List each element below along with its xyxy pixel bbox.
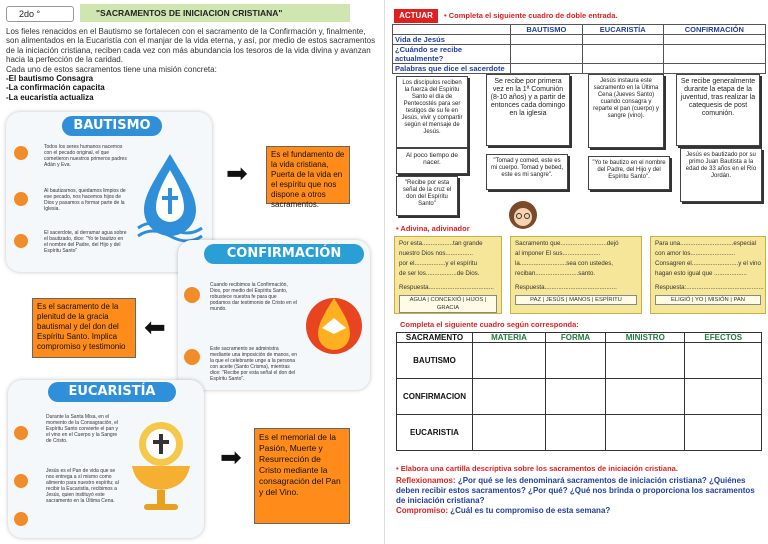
arrow-right-icon: ➡ bbox=[220, 442, 242, 472]
answer-card[interactable]: Se recibe generalmente durante la etapa de la juventud, tras realizar la catequesis de post comunión. bbox=[676, 74, 760, 146]
intro-paragraph: Los fieles renacidos en el Bautismo se fortalecen con el sacramento de la Confirmación y, finalmente, son alimentados en la Eucaristía con el manjar de la vida eterna, y así, por medio de estos sacramentos de la iniciación cristiana, reciben cada vez con más abundancia los tesoros de la vida divina y avanzan hacia la perfección de la caridad. bbox=[6, 27, 376, 65]
bautismo-text: Todos los seres humanos nacemos con el pecado original, el que cometieron nuestros primeros padres Adán y Eva. bbox=[44, 144, 127, 168]
chalice-host-icon bbox=[122, 416, 200, 516]
water-drop-cross-icon bbox=[134, 148, 206, 244]
riddle-options: AGUA | CONCEXIÓ | HIJOS | GRACIA bbox=[399, 295, 497, 313]
table-cell[interactable] bbox=[473, 343, 546, 379]
table-cell[interactable] bbox=[606, 379, 685, 415]
riddle-line: reciban.........................santo. bbox=[515, 270, 596, 277]
holy-spirit-flame-icon bbox=[302, 288, 366, 358]
bautismo-text: El sacerdote, al derramar agua sobre el bautizado, dice: "Yo te bautizo en el nombre del Padre, del Hijo y del Espíritu Santo" bbox=[44, 230, 127, 254]
eucaristia-icon bbox=[14, 512, 28, 526]
row-header: Vida de Jesús bbox=[393, 35, 511, 45]
intro-item: -El bautismo Consagra bbox=[6, 74, 94, 84]
double-entry-table bbox=[392, 24, 766, 74]
arrow-right-icon: ➡ bbox=[226, 158, 248, 188]
riddle-box bbox=[510, 236, 642, 314]
eucaristia-text: Jesús es el Pan de vida que se nos entrega a sí mismo como alimento para nuestro espíritu; al recibir la Eucaristía, recibimos a Jesús, quien instituyó este sacramento en la Última Cena. bbox=[46, 468, 119, 504]
grade-label: 2do ° bbox=[6, 6, 74, 22]
confirmacion-info-box: Es el sacramento de la plenitud de la gracia bautismal y del don del Espíritu Santo. Implica compromiso y testimonio bbox=[32, 298, 136, 358]
table2-instruction: Completa el siguiente cuadro según corresponda: bbox=[400, 320, 579, 329]
adivina-label: • Adivina, adivinador bbox=[396, 224, 470, 233]
sacraments-table bbox=[396, 332, 762, 451]
compromiso-text: ¿Cuál es tu compromiso de esta semana? bbox=[450, 506, 611, 515]
confirmacion-text: Este sacramento se administra mediante una imposición de manos, en la que el celebrante unge a la persona con aceite (Santo Crisma), mientras dice: "Recibe por esta señal el don del Espíritu Santo". bbox=[210, 346, 297, 382]
actuar-instruction: • Completa el siguiente cuadro de doble entrada. bbox=[444, 11, 618, 20]
eucaristia-icon bbox=[14, 426, 28, 440]
row-header: CONFIRMACION bbox=[397, 379, 473, 415]
answer-card[interactable]: "Tomad y comed, este es mi cuerpo. Tomad y bebed, este es mi sangre". bbox=[486, 154, 568, 190]
column-header: SACRAMENTO bbox=[397, 333, 473, 343]
reflexionamos-label: Reflexionamos: bbox=[396, 476, 456, 485]
actuar-badge: ACTUAR bbox=[394, 9, 438, 23]
column-header: MINISTRO bbox=[606, 333, 685, 343]
table-cell[interactable] bbox=[545, 343, 605, 379]
compromiso-label: Compromiso: bbox=[396, 506, 448, 515]
table-cell[interactable] bbox=[606, 343, 685, 379]
column-header: EFECTOS bbox=[685, 333, 762, 343]
riddle-box bbox=[650, 236, 766, 314]
table-cell[interactable] bbox=[511, 45, 583, 64]
eucaristia-icon bbox=[14, 474, 28, 488]
bautismo-info-box: Es el fundamento de la vida cristiana, Puerta de la vida en el espíritu que nos dispone a otros sacramentos. bbox=[266, 146, 350, 204]
row-header: Palabras que dice el sacerdote bbox=[393, 64, 511, 74]
hands-icon bbox=[182, 348, 202, 366]
riddle-line: la...........................sea con ustedes, bbox=[515, 260, 614, 267]
riddle-answer-field[interactable]: Respuesta...................................... bbox=[399, 284, 494, 291]
riddle-options: ELIGIÓ | YO | MISIÓN | PAN bbox=[655, 295, 761, 305]
table-cell[interactable] bbox=[545, 415, 605, 451]
table-cell[interactable] bbox=[606, 415, 685, 451]
eucaristia-banner: EUCARISTÍA bbox=[48, 382, 176, 402]
riddle-line: nuestro Dios nos................ bbox=[399, 250, 473, 257]
riddle-box bbox=[394, 236, 502, 314]
intro-item: -La confirmación capacita bbox=[6, 83, 105, 93]
intro-mission: Cada uno de estos sacramentos tiene una misión concreta: bbox=[6, 64, 217, 74]
riddle-line: Consagren el...........................y el vino bbox=[655, 260, 761, 267]
column-header: EUCARISTÍA bbox=[582, 25, 663, 35]
table-cell[interactable] bbox=[511, 64, 583, 74]
column-header: CONFIRMACIÓN bbox=[663, 25, 765, 35]
riddle-line: al imponer El sus...................... bbox=[515, 250, 601, 257]
bautismo-banner: BAUTISMO bbox=[62, 116, 162, 136]
answer-card[interactable]: "Recibe por esta señal de la cruz el don del Espíritu Santo" bbox=[396, 176, 458, 216]
confirmacion-banner: CONFIRMACIÓN bbox=[204, 244, 364, 264]
table-cell[interactable] bbox=[685, 379, 762, 415]
table-corner bbox=[393, 25, 511, 35]
answer-card[interactable]: Al poco tiempo de nacer. bbox=[396, 148, 468, 174]
eucaristia-text: Durante la Santa Misa, en el momento de la Consagración, el Espíritu Santo convierte el pan y el vino en el Cuerpo y la Sangre de Cristo. bbox=[46, 414, 118, 444]
riddle-line: Por esta..................tan grande bbox=[399, 240, 483, 247]
bautismo-icon bbox=[14, 146, 28, 160]
table-cell[interactable] bbox=[663, 64, 765, 74]
table-cell[interactable] bbox=[685, 415, 762, 451]
reflexionamos-text: ¿Por qué se les denominará sacramentos de iniciación cristiana? ¿Quiénes deben recibir estos sacramentos? ¿Por qué? ¿Qué nos brinda o proporciona los sacramentos de iniciación cristiana? bbox=[396, 476, 755, 505]
column-header: FORMA bbox=[545, 333, 605, 343]
table-cell[interactable] bbox=[473, 379, 546, 415]
page-title: "SACRAMENTOS DE INICIACION CRISTIANA" bbox=[80, 4, 350, 22]
table-cell[interactable] bbox=[685, 343, 762, 379]
riddle-line: Para una...............................especial bbox=[655, 240, 757, 247]
riddle-line: con amor los.......................... bbox=[655, 250, 736, 257]
table-cell[interactable] bbox=[663, 45, 765, 64]
riddle-line: Sacramento que...........................dejó bbox=[515, 240, 619, 247]
dove-icon bbox=[182, 286, 202, 304]
table-cell[interactable] bbox=[545, 379, 605, 415]
column-header: BAUTISMO bbox=[511, 25, 583, 35]
riddle-answer-field[interactable]: Respuesta:............................................. bbox=[655, 284, 764, 291]
reflection-block bbox=[396, 476, 766, 516]
bautismo-text: Al bautizarnos, quedamos limpios de ese pecado, nos hacemos hijos de Dios y pasamos a formar parte de la Iglesia. bbox=[44, 188, 126, 212]
confirmacion-card bbox=[178, 240, 370, 390]
table-cell[interactable] bbox=[473, 415, 546, 451]
table-cell[interactable] bbox=[582, 64, 663, 74]
riddle-line: por el..................y el espíritu bbox=[399, 260, 478, 267]
answer-card[interactable]: Se recibe por primera vez en la 1ª Comunión (8-10 años) y a partir de entonces cada domingo en la iglesia bbox=[486, 74, 570, 146]
row-header: BAUTISMO bbox=[397, 343, 473, 379]
answer-card[interactable]: "Yo te bautizo en el nombre del Padre, del Hijo y del Espíritu Santo". bbox=[588, 156, 670, 190]
riddle-line: hagan esto igual que ................... bbox=[655, 270, 747, 277]
answer-card[interactable]: Jesús instaura este sacramento en la Última Cena (Jueves Santo) cuando consagra y reparte el pan (cuerpo) y sangre (vino). bbox=[588, 74, 664, 148]
answer-card[interactable]: Jesús es bautizado por su primo Juan Bautista a la edad de 33 años en el Río Jordán. bbox=[680, 148, 762, 202]
intro-item: -La eucaristía actualiza bbox=[6, 92, 94, 102]
page-divider bbox=[384, 0, 385, 544]
riddle-options: PAZ | JESÚS | MANOS | ESPÍRITU bbox=[515, 295, 637, 305]
answer-card[interactable]: Los discípulos reciben la fuerza del Espíritu Santo el día de Pentecostés para ser testigos de su fe en Jesús, vivir y compartir según el mensaje de Jesús. bbox=[396, 76, 468, 148]
table-cell[interactable] bbox=[511, 35, 583, 45]
riddle-answer-field[interactable]: Respuesta.......................................... bbox=[515, 284, 617, 291]
riddle-line: de ser los..................de Dios. bbox=[399, 270, 480, 277]
intro-text bbox=[6, 27, 376, 102]
row-header: EUCARISTIA bbox=[397, 415, 473, 451]
table-cell[interactable] bbox=[582, 35, 663, 45]
eucaristia-card bbox=[8, 380, 204, 538]
bautismo-icon bbox=[14, 234, 28, 248]
arrow-left-icon: ⬅ bbox=[144, 312, 166, 342]
eucaristia-info-box: Es el memorial de la Pasión, Muerte y Resurrección de Cristo mediante la consagración del Pan y del Vino. bbox=[254, 428, 350, 524]
table-cell[interactable] bbox=[582, 45, 663, 64]
column-header: MATERIA bbox=[473, 333, 546, 343]
row-header: ¿Cuándo se recibe actualmente? bbox=[393, 45, 511, 64]
cartilla-instruction: • Elabora una cartilla descriptiva sobre los sacramentos de iniciación cristiana. bbox=[396, 464, 678, 473]
confirmacion-text: Cuando recibimos la Confirmación, Dios, por medio del Espíritu Santo, robustece nuestra fe para que podamos dar testimonio de Cristo en el mundo. bbox=[210, 282, 297, 312]
bautismo-icon bbox=[14, 192, 28, 206]
table-cell[interactable] bbox=[663, 35, 765, 45]
